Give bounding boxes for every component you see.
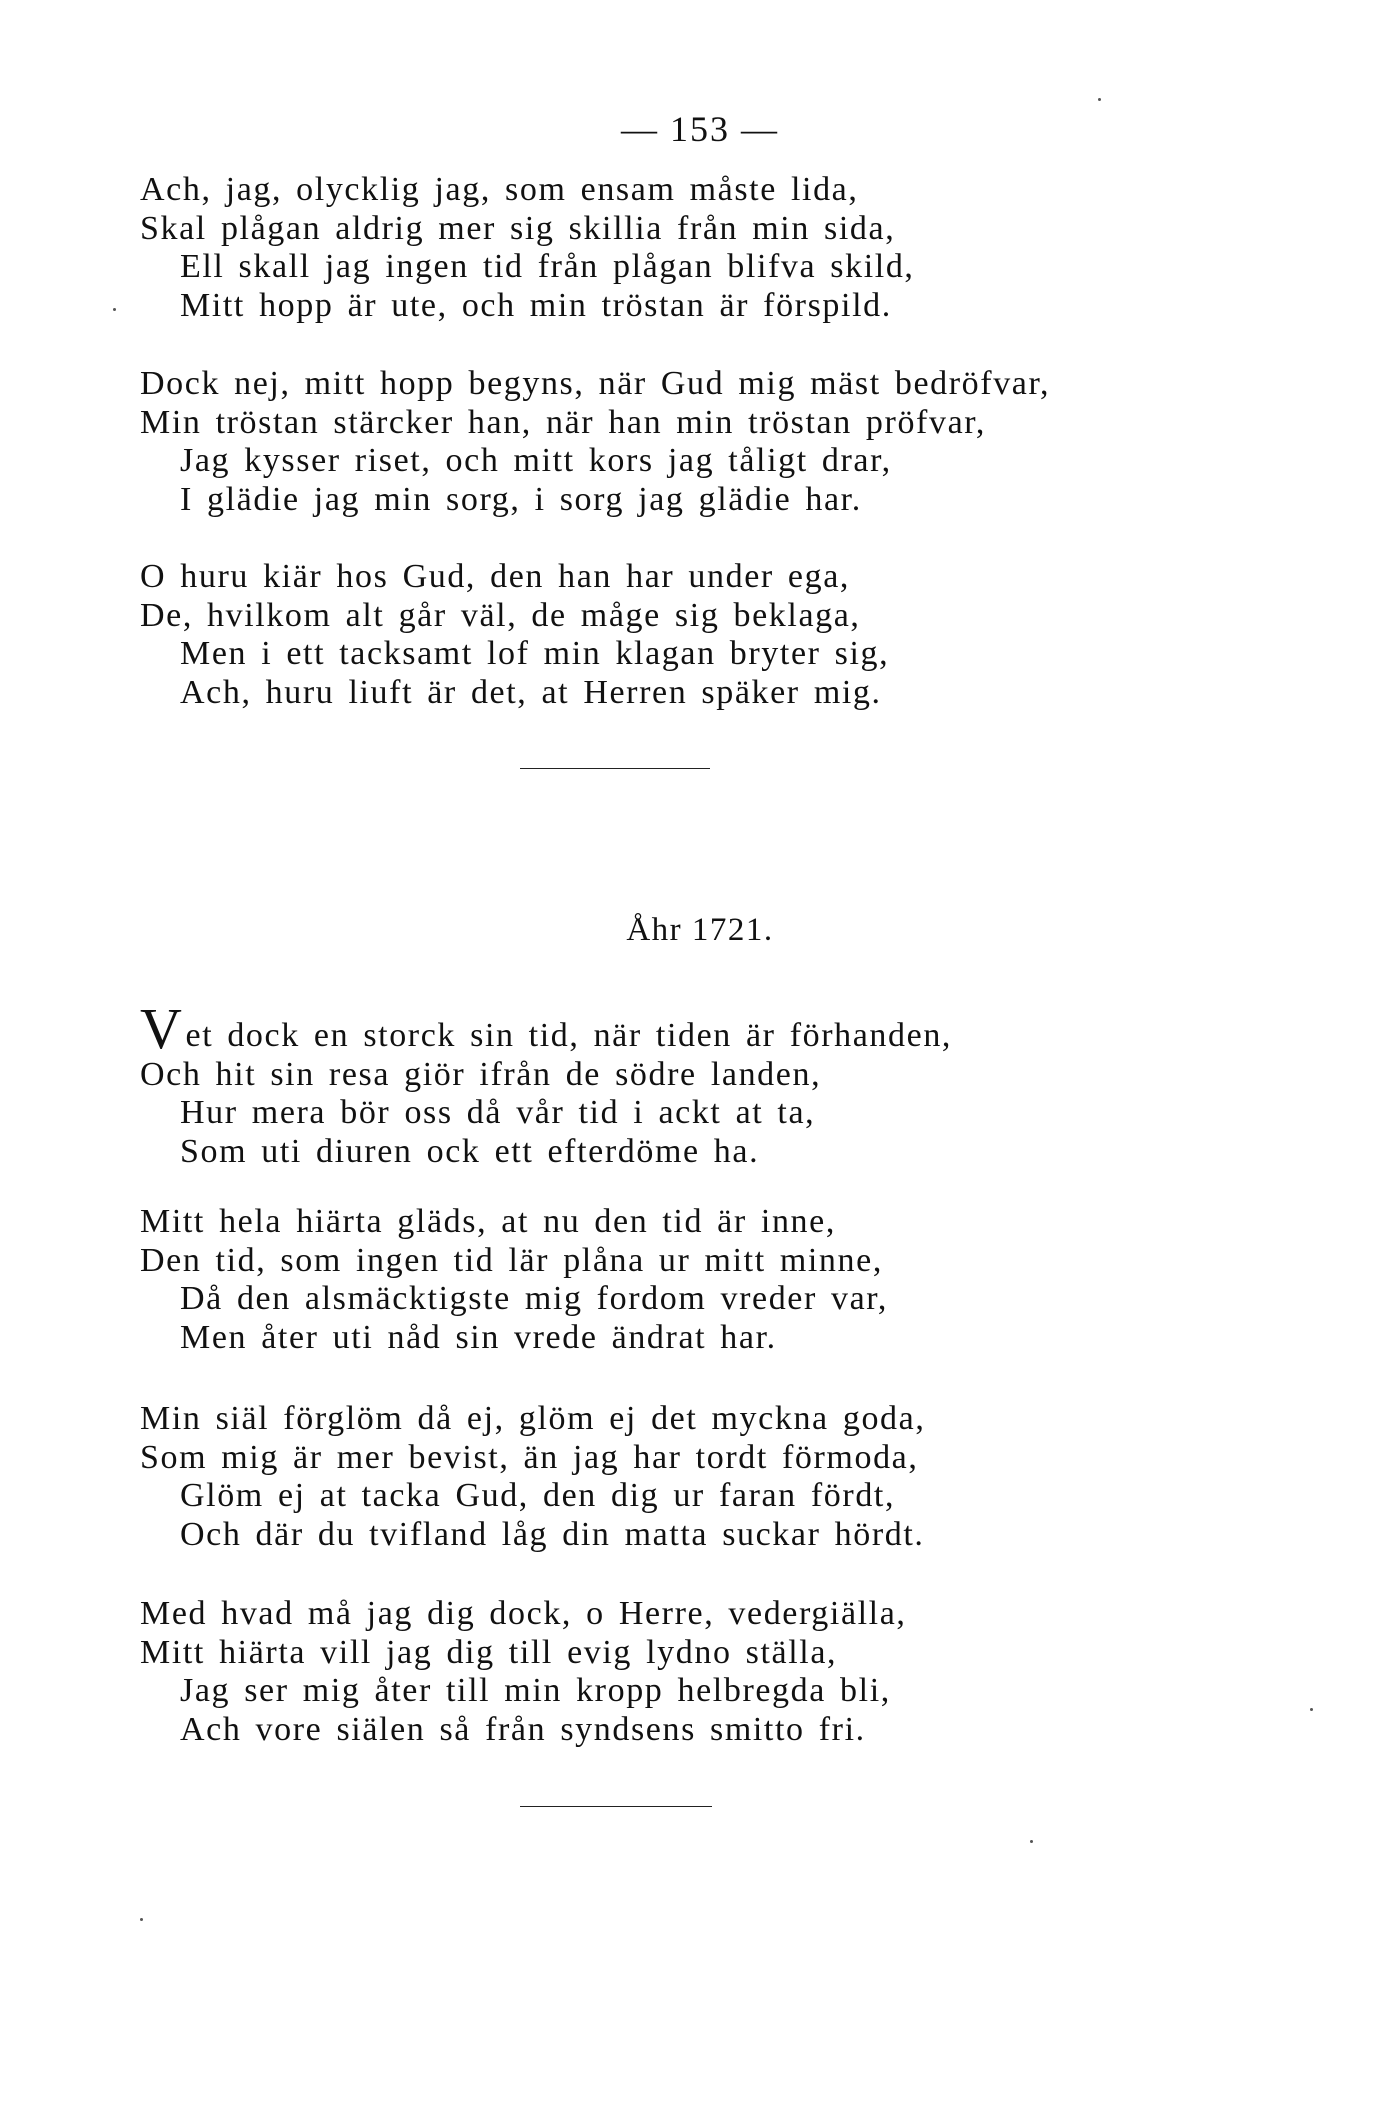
stanza xyxy=(140,1400,1140,1554)
verse-line: Mitt hiärta vill jag dig till evig lydno ställa, xyxy=(140,1633,838,1671)
verse-line: Den tid, som ingen tid lär plåna ur mitt minne, xyxy=(140,1241,883,1279)
section-divider xyxy=(520,768,710,769)
verse-line: Dock nej, mitt hopp begyns, när Gud mig mäst bedröfvar, xyxy=(140,365,1051,402)
verse-line: I glädie jag min sorg, i sorg jag glädie har. xyxy=(180,480,862,518)
poem-1 xyxy=(140,171,1140,325)
stanza xyxy=(140,1203,1140,1357)
poem-2-stanza-2 xyxy=(140,1203,1140,1357)
verse-line: Jag kysser riset, och mitt kors jag tåligt drar, xyxy=(180,442,892,479)
stanza xyxy=(140,1595,1140,1749)
verse-line: Som uti diuren ock ett efterdöme ha. xyxy=(180,1132,760,1170)
verse-line-text: et dock en storck sin tid, när tiden är förhanden, xyxy=(185,1017,953,1054)
poem-1-stanza-2 xyxy=(140,365,1140,519)
verse-line: Mitt hela hiärta gläds, at nu den tid är inne, xyxy=(140,1203,836,1240)
verse-line: Men åter uti nåd sin vrede ändrat har. xyxy=(180,1318,777,1356)
drop-cap: V xyxy=(140,996,184,1061)
verse-line: Hur mera bör oss då vår tid i ackt at ta, xyxy=(180,1094,816,1131)
verse-line: Ach, jag, olycklig jag, som ensam måste lida, xyxy=(140,171,859,208)
page-number: — 153 — xyxy=(621,109,779,149)
scan-speck xyxy=(113,308,116,311)
verse-line: Jag ser mig åter till min kropp helbregda bli, xyxy=(180,1672,891,1709)
verse-line: Mitt hopp är ute, och min tröstan är förspild. xyxy=(180,286,892,324)
stanza xyxy=(140,558,1140,712)
verse-line: Med hvad må jag dig dock, o Herre, vedergiälla, xyxy=(140,1595,907,1632)
verse-line: Glöm ej at tacka Gud, den dig ur faran fördt, xyxy=(180,1477,896,1514)
stanza xyxy=(140,365,1140,519)
poem-1-stanza-3 xyxy=(140,558,1140,712)
verse-line: De, hvilkom alt går väl, de måge sig beklaga, xyxy=(140,596,861,634)
stanza xyxy=(140,996,1140,1171)
section-heading: Åhr 1721. xyxy=(626,912,774,948)
verse-line-first xyxy=(140,996,1140,1061)
verse-line: Min tröstan stärcker han, när han min tröstan pröfvar, xyxy=(140,403,986,441)
verse-line: Och där du tvifland låg din matta suckar hördt. xyxy=(180,1515,925,1553)
scan-speck xyxy=(1030,1840,1033,1843)
scan-speck xyxy=(1310,1708,1313,1711)
verse-line: Som mig är mer bevist, än jag har tordt förmoda, xyxy=(140,1438,919,1476)
verse-line: Ach vore siälen så från syndsens smitto fri. xyxy=(180,1710,866,1748)
verse-line: Då den alsmäcktigste mig fordom vreder var, xyxy=(180,1280,888,1317)
verse-line: Men i ett tacksamt lof min klagan bryter sig, xyxy=(180,635,890,672)
verse-line: O huru kiär hos Gud, den han har under ega, xyxy=(140,558,851,595)
verse-line: Min siäl förglöm då ej, glöm ej det myckna goda, xyxy=(140,1400,926,1437)
section-divider xyxy=(520,1806,712,1807)
scan-speck xyxy=(1098,98,1101,101)
verse-line: Ach, huru liuft är det, at Herren späker mig. xyxy=(180,673,882,711)
poem-2-stanza-4 xyxy=(140,1595,1140,1749)
scan-speck xyxy=(140,1918,143,1921)
poem-2-stanza-1 xyxy=(140,996,1140,1171)
verse-line: Ell skall jag ingen tid från plågan blifva skild, xyxy=(180,248,915,285)
verse-line: Skal plågan aldrig mer sig skillia från min sida, xyxy=(140,209,896,247)
verse-line: Och hit sin resa giör ifrån de södre landen, xyxy=(140,1055,822,1093)
poem-2-stanza-3 xyxy=(140,1400,1140,1554)
stanza xyxy=(140,171,1140,325)
